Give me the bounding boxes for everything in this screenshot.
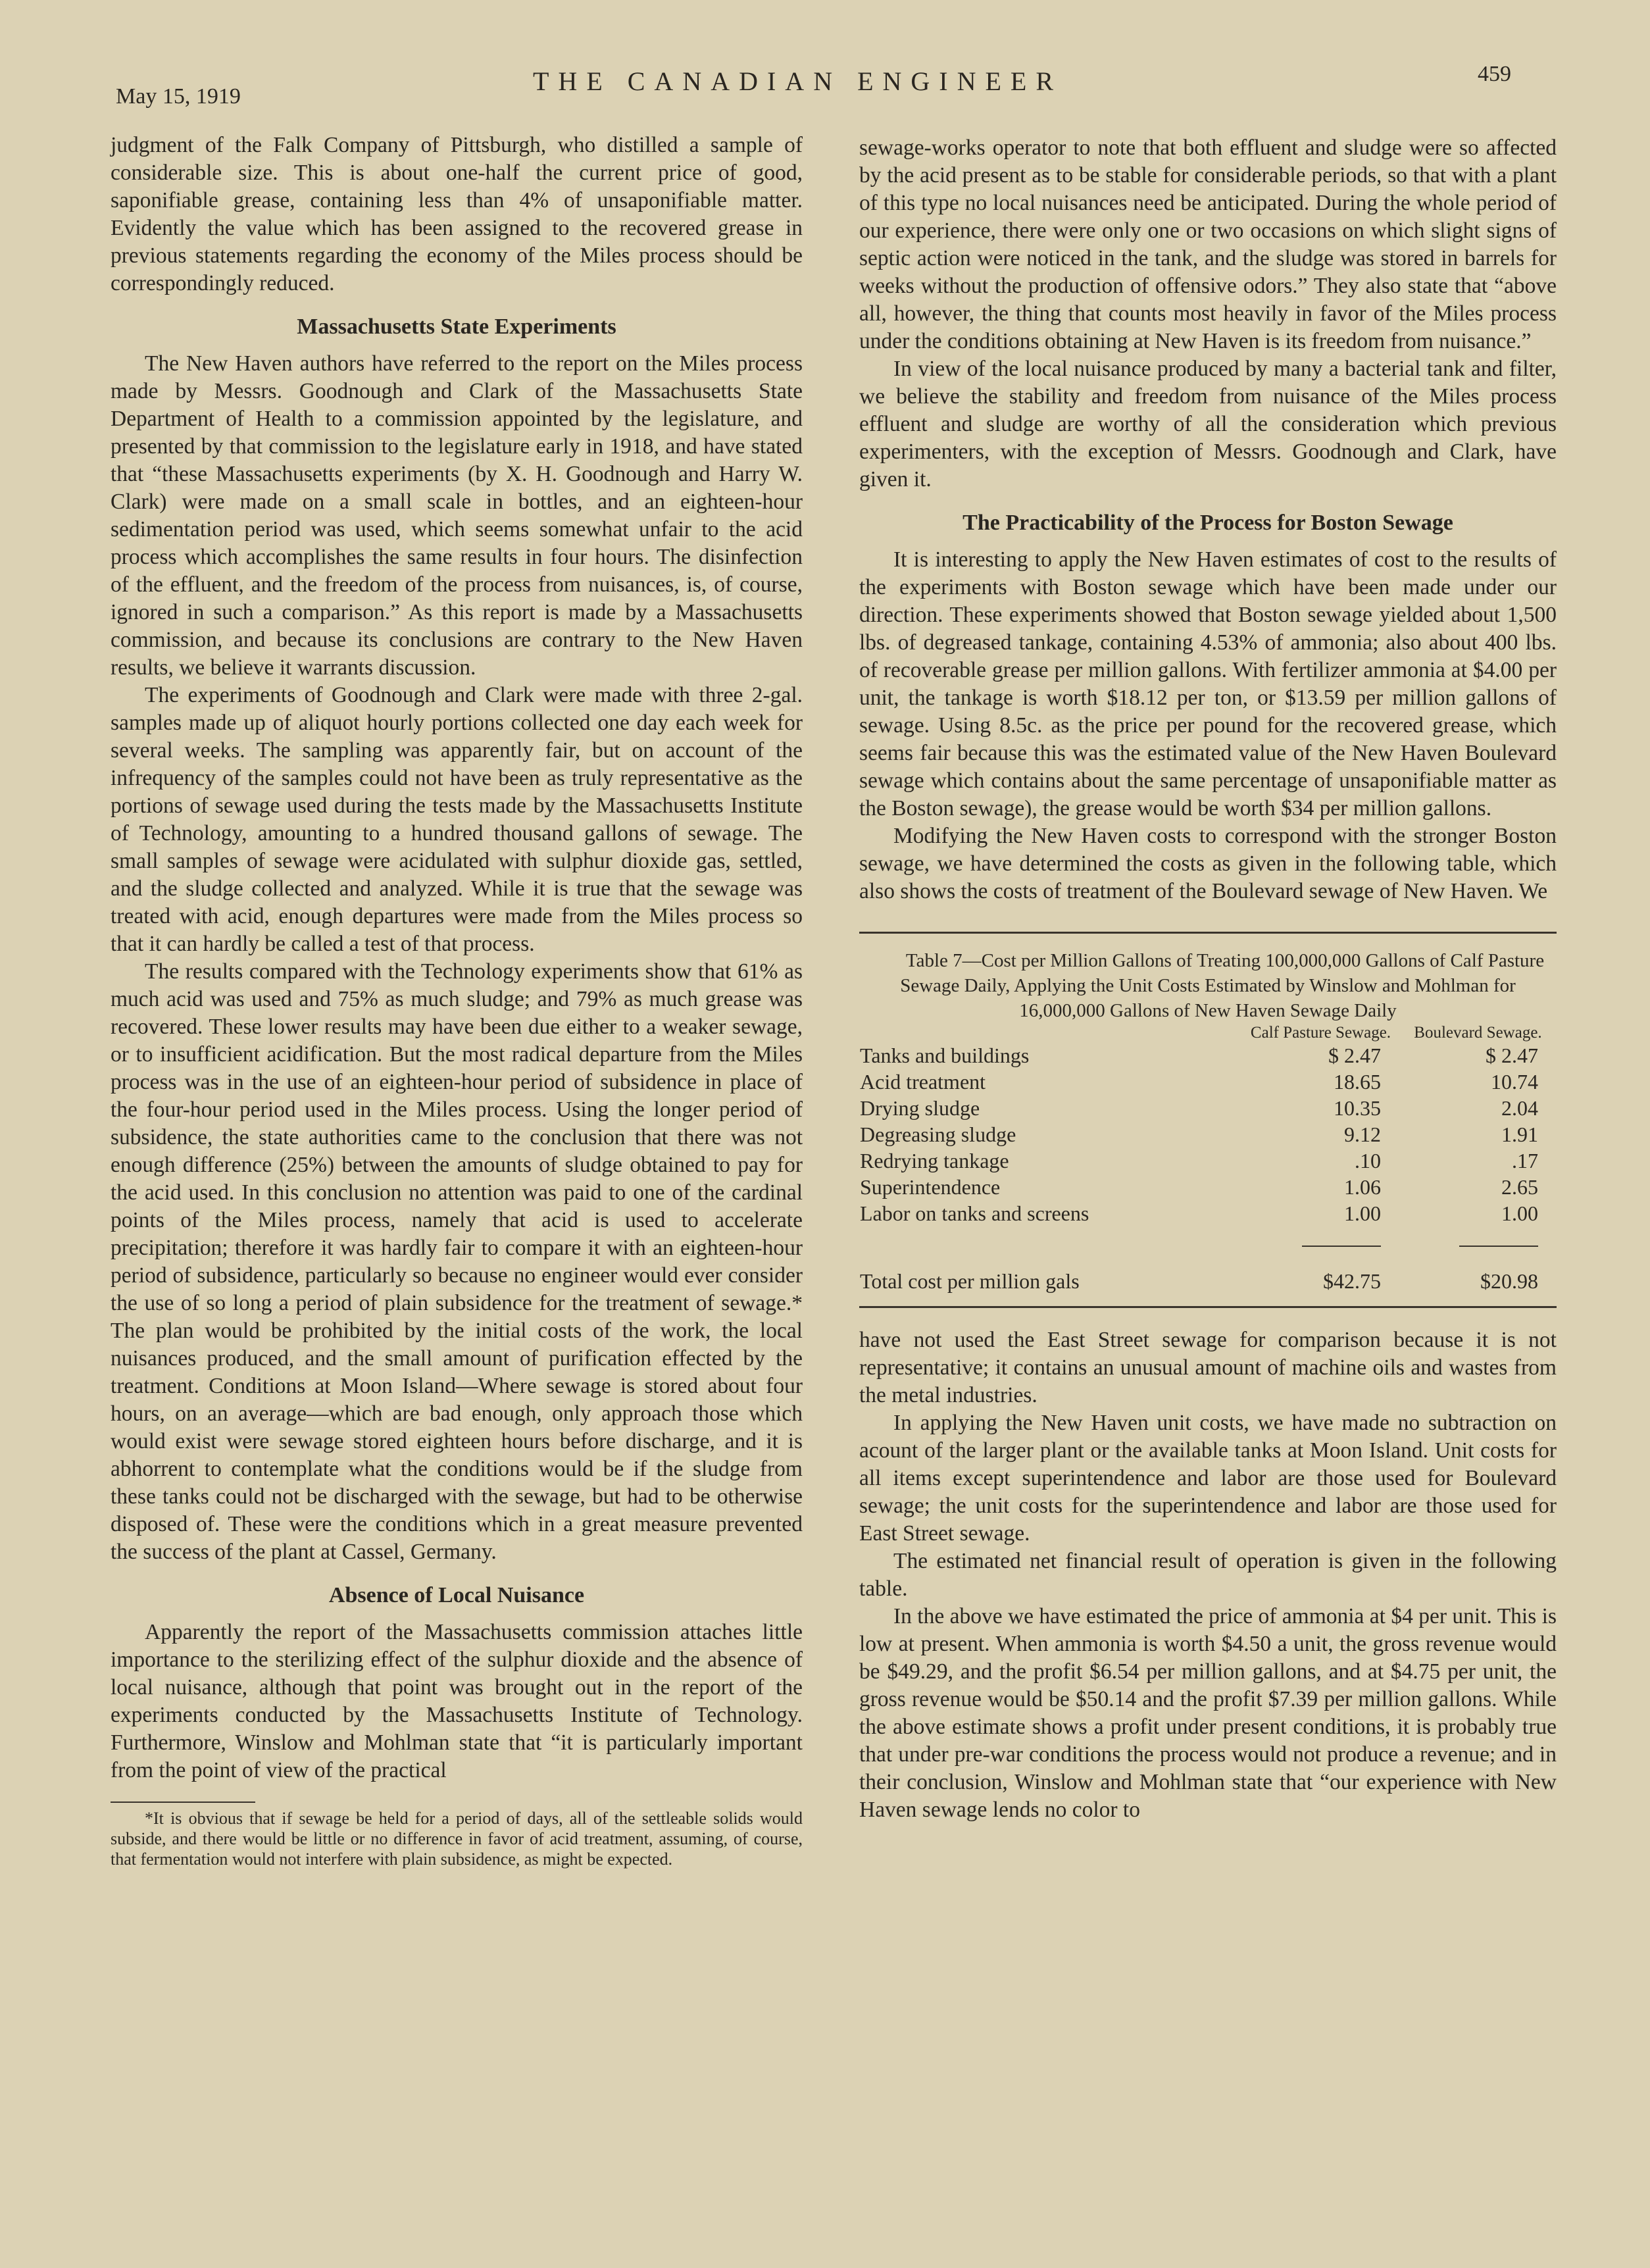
boulevard-cost: $ 2.47	[1486, 1044, 1538, 1067]
calf-pasture-cost: 10.35	[1334, 1096, 1381, 1120]
row-label: Degreasing sludge	[860, 1122, 1016, 1146]
table-row	[859, 1069, 1557, 1095]
paragraph: In view of the local nuisance produced by many a bacterial tank and filter, we believe the stability and freedom from nuisance of the Miles process effluent and sludge are worthy of all the consideration which previous experimenters, with the exception of Messrs. Goodnough and Clark, have given it.	[859, 357, 1557, 491]
calf-pasture-cost: 1.00	[1344, 1201, 1381, 1225]
paragraph: Apparently the report of the Massachusetts commission attaches little importance to the sterilizing effect of the sulphur dioxide and the absence of local nuisance, although that point was brought out in the report of the experiments conducted by the Massachusetts Institute of Technology. Furthermore, Winslow and Mohlman state that “it is particularly important from the point of view of the practical	[111, 1620, 803, 1782]
paragraph: The experiments of Goodnough and Clark were made with three 2-gal. samples made up of aliquot hourly portions collected one day each week for several weeks. The sampling was apparently fair, but on account of the infrequency of the samples could not have been as truly representative as the portions of sewage used during the tests made by the Massachusetts Institute of Technology, amounting to a hundred thousand gallons of sewage. The small samples of sewage were acidulated with sulphur dioxide gas, settled, and the sludge collected and analyzed. While it is true that the sewage was treated with acid, enough departures were made from the Miles process so that it can hardly be called a test of that process.	[111, 683, 803, 956]
paragraph: have not used the East Street sewage for comparison because it is not representative; it contains an unusual amount of machine oils and wastes from the metal industries.	[859, 1328, 1557, 1407]
row-label: Drying sludge	[860, 1096, 980, 1120]
cost-table	[859, 1023, 1557, 1294]
total-label: Total cost per million gals	[860, 1269, 1080, 1293]
paragraph: The results compared with the Technology experiments show that 61% as much acid was used and 75% as much sludge; and 79% as much grease was recovered. These lower results may have been due either to a weaker sewage, or to insufficient acidification. But the most radical departure from the Miles process was in the use of an eighteen-hour period of subsidence in place of the four-hour period used in the Miles process. Using the longer period of subsidence, the state authorities came to the conclusion that there was not enough difference (25%) between the amounts of sludge obtained to pay for the acid used. In this conclusion no attention was paid to one of the cardinal points of the Miles process, namely that acid is used to accelerate precipitation; therefore it was hardly fair to compare it with an eighteen-hour period of subsidence, particularly so because no engineer would ever consider the use of so long a period of plain subsidence for the treatment of sewage.* The plan would be prohibited by the initial costs of the work, the local nuisances produced, and the small amount of purification effected by the treatment. Conditions at Moon Island—Where sewage is stored about four hours, on an average—which are bad enough, only approach those which would exist were sewage stored eighteen hours before discharge, and it is abhorrent to contemplate what the conditions would be if the sludge from these tanks could not be discharged with the sewage, but had to be otherwise disposed of. These were the conditions which in a great measure prevented the success of the plant at Cassel, Germany.	[111, 959, 803, 1564]
left-column	[111, 132, 803, 1869]
calf-pasture-cost: 9.12	[1344, 1122, 1381, 1146]
table-total-row	[859, 1253, 1557, 1294]
table-header-blank	[859, 1023, 1242, 1042]
page-number: 459	[1478, 62, 1511, 86]
calf-pasture-cost: $ 2.47	[1328, 1044, 1381, 1067]
paragraph: It is interesting to apply the New Haven estimates of cost to the results of the experiments with Boston sewage which have been made under our direction. These experiments showed that Boston sewage yielded about 1,500 lbs. of degreased tankage, containing 4.53% of ammonia; also about 400 lbs. of recoverable grease per million gallons. With fertilizer ammonia at $4.00 per unit, the tankage is worth $18.12 per ton, or $13.59 per million gallons of sewage. Using 8.5c. as the price per pound for the recovered grease, which seems fair because this was the estimated value of the New Haven Boulevard sewage which contains about the same percentage of unsaponifiable matter as the Boston sewage), the grease would be worth $34 per million gallons.	[859, 547, 1557, 820]
table-row	[859, 1042, 1557, 1069]
section-heading: Absence of Local Nuisance	[328, 1583, 585, 1607]
section-heading: Massachusetts State Experiments	[297, 315, 616, 339]
calf-pasture-total: $42.75	[1323, 1269, 1381, 1293]
table-row	[859, 1200, 1557, 1226]
journal-title: THE CANADIAN ENGINEER	[533, 66, 1063, 96]
calf-pasture-cost: .10	[1355, 1149, 1381, 1172]
table-header-boulevard: Boulevard Sewage.	[1414, 1024, 1542, 1042]
subtotal-rule	[1459, 1246, 1538, 1247]
paragraph: The New Haven authors have referred to the report on the Miles process made by Messrs. Goodnough and Clark of the Massachusetts State Department of Health to a commission appointed by the legislature, and presented by that commission to the legislature early in 1918, and have stated that “these Massachusetts experiments (by X. H. Goodnough and Harry W. Clark) were made on a small scale in bottles, and an eighteen-hour sedimentation period was used, which seems somewhat unfair to the acid process which accomplishes the same results in four hours. The disinfection of the effluent, and the freedom of the process from nuisances, is, of course, ignored in such a comparison.” As this report is made by a Massachusetts commission, and because its conclusions are contrary to the New Haven results, we believe it warrants discussion.	[111, 351, 803, 680]
boulevard-total: $20.98	[1480, 1269, 1538, 1293]
table-header-calf-pasture: Calf Pasture Sewage.	[1250, 1024, 1391, 1042]
calf-pasture-cost: 1.06	[1344, 1175, 1381, 1199]
paragraph: In applying the New Haven unit costs, we have made no subtraction on acount of the larger plant or the available tanks at Moon Island. Unit costs for all items except superintendence and labor are those used for Boulevard sewage; the unit costs for the superintendence and labor are those used for East Street sewage.	[859, 1411, 1557, 1546]
row-label: Superintendence	[860, 1175, 1001, 1199]
table-row	[859, 1174, 1557, 1200]
issue-date: May 15, 1919	[116, 84, 241, 109]
paragraph: The estimated net financial result of operation is given in the following table.	[859, 1549, 1557, 1601]
right-column	[859, 134, 1557, 1824]
cost-table-block	[859, 932, 1557, 1308]
section-heading: The Practicability of the Process for Boston Sewage	[963, 511, 1453, 535]
boulevard-cost: 1.91	[1501, 1122, 1538, 1146]
footnote-divider	[111, 1802, 255, 1803]
row-label: Redrying tankage	[860, 1149, 1009, 1172]
table-caption: Table 7—Cost per Million Gallons of Treating 100,000,000 Gallons of Calf Pasture Sewage Daily, Applying the Unit Costs Estimated by Winslow and Mohlman for 16,000,000 Gallons of New Haven Sewage Daily	[900, 950, 1545, 1021]
boulevard-cost: 2.65	[1501, 1175, 1538, 1199]
table-row	[859, 1121, 1557, 1147]
boulevard-cost: 1.00	[1501, 1201, 1538, 1225]
boulevard-cost: .17	[1512, 1149, 1538, 1172]
table-subtotal-rule-row	[859, 1226, 1557, 1253]
row-label: Tanks and buildings	[860, 1044, 1030, 1067]
paragraph: Modifying the New Haven costs to correspond with the stronger Boston sewage, we have determined the costs as given in the following table, which also shows the costs of treatment of the Boulevard sewage of New Haven. We	[859, 824, 1557, 903]
row-label: Labor on tanks and screens	[860, 1201, 1089, 1225]
footnote: *It is obvious that if sewage be held for a period of days, all of the settleable solids would subside, and there would be little or no difference in favor of acid treatment, assuming, of course, that fermentation would not interfere with plain subsidence, as might be expected.	[111, 1809, 803, 1869]
paragraph: In the above we have estimated the price of ammonia at $4 per unit. This is low at present. When ammonia is worth $4.50 a unit, the gross revenue would be $49.29, and the profit $6.54 per million gallons, and at $4.75 per unit, the gross revenue would be $50.14 and the profit $7.39 per million gallons. While the above estimate shows a profit under present conditions, it is probably true that under pre-war conditions the process would not produce a revenue; and in their conclusion, Winslow and Mohlman state that “our experience with New Haven sewage lends no color to	[859, 1604, 1557, 1822]
subtotal-rule	[1302, 1246, 1381, 1247]
paragraph: judgment of the Falk Company of Pittsburgh, who distilled a sample of considerable size. This is about one-half the current price of good, saponifiable grease, containing less than 4% of unsaponifiable matter. Evidently the value which has been assigned to the recovered grease in previous statements regarding the economy of the Miles process should be correspondingly reduced.	[111, 133, 803, 295]
table-row	[859, 1147, 1557, 1174]
row-label: Acid treatment	[860, 1070, 986, 1094]
paragraph: sewage-works operator to note that both effluent and sludge were so affected by the acid present as to be stable for considerable periods, so that with a plant of this type no local nuisances need be anticipated. During the whole period of our experience, there were only one or two occasions on which slight signs of septic action were noticed in the tank, and the sludge was stored in barrels for weeks without the production of offensive odors.” They also state that “above all, however, the thing that counts most heavily in favor of the Miles process under the conditions obtaining at New Haven is its freedom from nuisance.”	[859, 136, 1557, 353]
calf-pasture-cost: 18.65	[1334, 1070, 1381, 1094]
table-row	[859, 1095, 1557, 1121]
boulevard-cost: 2.04	[1501, 1096, 1538, 1120]
boulevard-cost: 10.74	[1491, 1070, 1538, 1094]
